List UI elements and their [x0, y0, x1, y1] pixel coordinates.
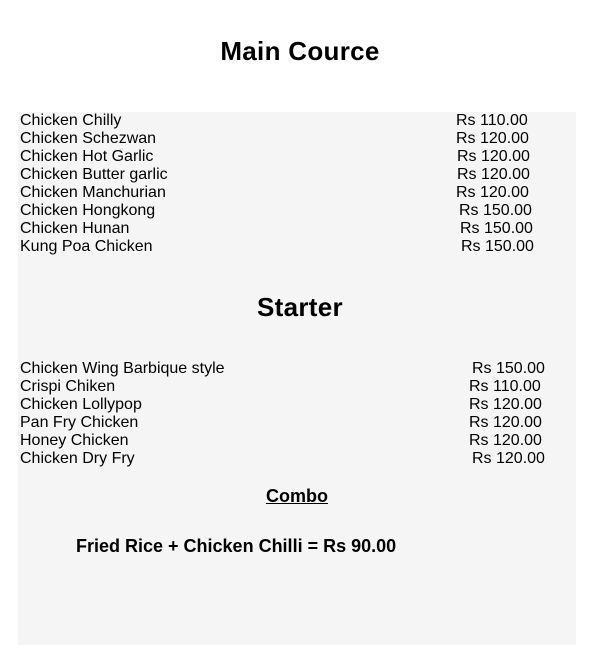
item-name: Chicken Lollypop — [20, 396, 142, 413]
item-name: Chicken Manchurian — [20, 184, 166, 201]
item-name: Chicken Hot Garlic — [20, 148, 154, 165]
item-price: Rs 150.00 — [472, 360, 545, 377]
item-name: Chicken Wing Barbique style — [20, 360, 225, 377]
item-price: Rs 150.00 — [460, 220, 533, 237]
main-course-title: Main Cource — [220, 36, 380, 66]
item-price: Rs 120.00 — [457, 148, 530, 165]
item-price: Rs 110.00 — [456, 112, 528, 129]
item-price: Rs 120.00 — [469, 414, 542, 431]
item-price: Rs 150.00 — [461, 238, 534, 255]
item-name: Chicken Hongkong — [20, 202, 156, 219]
item-price: Rs 120.00 — [472, 450, 545, 467]
starter-title: Starter — [257, 292, 343, 322]
item-name: Kung Poa Chicken — [20, 238, 153, 255]
combo-title: Combo — [266, 486, 328, 506]
item-name: Chicken Chilly — [20, 112, 122, 129]
item-price: Rs 150.00 — [459, 202, 532, 219]
item-name: Chicken Butter garlic — [20, 166, 168, 183]
item-price: Rs 120.00 — [456, 184, 529, 201]
item-name: Pan Fry Chicken — [20, 414, 139, 431]
item-name: Crispi Chiken — [20, 378, 116, 395]
combo-offer: Fried Rice + Chicken Chilli = Rs 90.00 — [76, 536, 397, 556]
item-price: Rs 120.00 — [469, 396, 542, 413]
item-price: Rs 120.00 — [469, 432, 542, 449]
item-price: Rs 120.00 — [456, 130, 529, 147]
item-name: Chicken Schezwan — [20, 130, 157, 147]
item-name: Chicken Dry Fry — [20, 450, 135, 467]
item-name: Chicken Hunan — [20, 220, 130, 237]
item-name: Honey Chicken — [20, 432, 129, 449]
item-price: Rs 110.00 — [469, 378, 541, 395]
item-price: Rs 120.00 — [457, 166, 530, 183]
